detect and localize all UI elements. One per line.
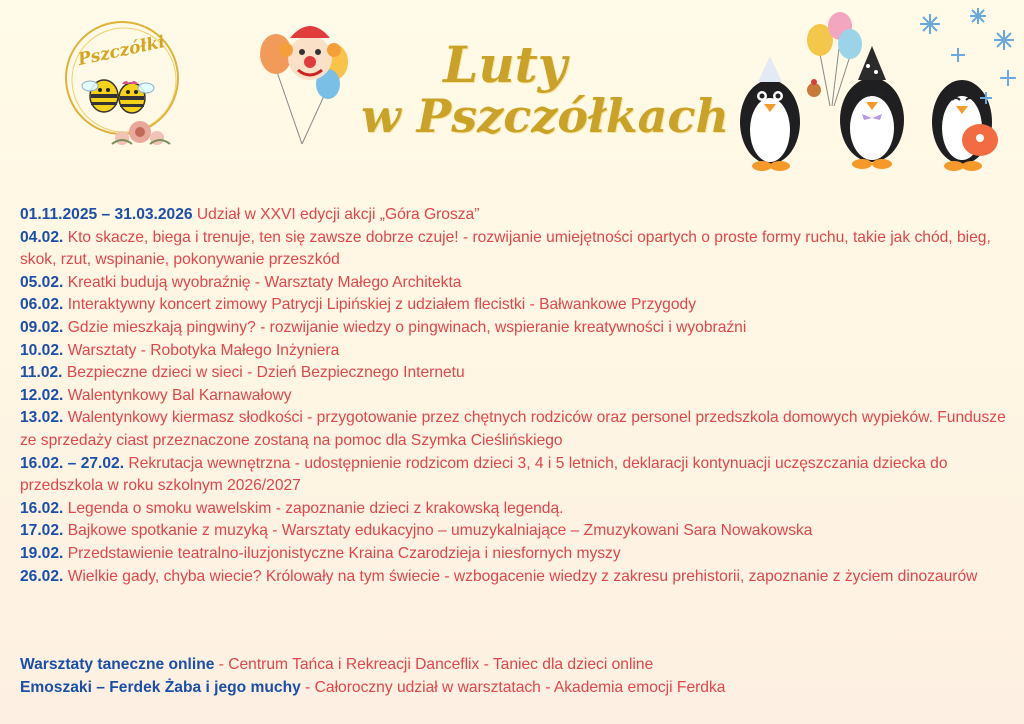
event-item [20, 227, 1010, 272]
event-date: 16.02. – 27.02. [20, 454, 125, 472]
event-description: Udział w XXVI edycji akcji „Góra Grosza” [192, 206, 480, 223]
event-item [20, 294, 1010, 317]
snowflake-icon [920, 8, 1016, 104]
event-description: Wielkie gady, chyba wiecie? Królowały na tym świecie - wzbogacenie wiedzy z zakresu prehistorii, zapoznanie z życiem dinozaurów [63, 567, 978, 585]
event-item [20, 317, 1010, 340]
bee-left-icon [82, 80, 118, 112]
footer-description: - Centrum Tańca i Rekreacji Danceflix - Taniec dla dzieci online [214, 656, 654, 673]
event-description: Rekrutacja wewnętrzna - udostępnienie rodzicom dzieci 3, 4 i 5 letnich, deklaracji kontynuacji uczęszczania dziecka do przedszkola w roku szkolnym 2026/2027 [20, 454, 948, 495]
event-description: Kto skacze, biega i trenuje, ten się zawsze dobrze czuje! - rozwijanie umiejętności opartych o proste formy ruchu, takie jak chód, bieg, skok, rzut, wspinanie, pokonywanie przeszkód [20, 228, 991, 269]
event-date: 06.02. [20, 296, 64, 314]
logo-text: Pszczółki [76, 32, 167, 70]
event-date: 05.02. [20, 273, 64, 291]
footer-label: Emoszaki – Ferdek Żaba i jego muchy [20, 678, 301, 696]
footer-description: - Całoroczny udział w warsztatach - Akademia emocji Ferdka [300, 678, 726, 696]
event-date: 01.11.2025 – 31.03.2026 [20, 206, 193, 223]
event-item [20, 498, 1010, 521]
event-item [20, 385, 1010, 408]
event-description: Legenda o smoku wawelskim - zapoznanie dzieci z krakowską legendą. [63, 499, 564, 517]
event-date: 13.02. [20, 409, 64, 427]
title-line-1: Luty [443, 35, 567, 94]
event-description: Warsztaty - Robotyka Małego Inżyniera [63, 341, 340, 359]
event-date: 10.02. [20, 341, 64, 359]
event-item [20, 340, 1010, 363]
event-item [20, 566, 1010, 589]
events-list [20, 204, 1010, 588]
penguin-middle-icon [840, 46, 904, 169]
event-description: Bajkowe spotkanie z muzyką - Warsztaty edukacyjno – umuzykalniające – Zmuzykowani Sara Nowakowska [63, 522, 813, 540]
event-date: 17.02. [20, 522, 64, 540]
bee-right-icon [119, 81, 154, 113]
event-date: 09.02. [20, 318, 64, 336]
footer-item [20, 677, 1010, 700]
event-description: Walentynkowy Bal Karnawałowy [63, 386, 292, 404]
event-item [20, 272, 1010, 295]
footer-label: Warsztaty taneczne online [20, 656, 215, 673]
event-item [20, 543, 1010, 566]
event-description: Kreatki budują wyobraźnię - Warsztaty Małego Architekta [63, 273, 462, 291]
event-description: Walentynkowy kiermasz słodkości - przygotowanie przez chętnych rodziców oraz personel przedszkola domowych wypieków. Fundusze ze sprzedaży ciast przeznaczone zostaną na pomoc dla Szymka Cieślińskiego [20, 409, 1006, 449]
flower-icon [112, 121, 170, 145]
event-item [20, 520, 1010, 543]
event-description: Bezpieczne dzieci w sieci - Dzień Bezpiecznego Internetu [62, 364, 465, 382]
snowflakes-decoration [908, 0, 1022, 110]
footer-item [20, 654, 1010, 677]
title-line-2: w Pszczółkach [361, 89, 729, 143]
event-date: 26.02. [20, 567, 64, 585]
event-item [20, 204, 1010, 227]
balloon-blue-icon [838, 29, 862, 59]
event-date: 19.02. [20, 544, 64, 562]
event-item [20, 407, 1010, 452]
event-date: 12.02. [20, 386, 64, 404]
event-description: Gdzie mieszkają pingwiny? - rozwijanie wiedzy o pingwinach, wspieranie kreatywności i wyobraźni [63, 318, 747, 336]
logo [62, 14, 190, 154]
event-date: 16.02. [20, 499, 64, 517]
event-date: 04.02. [20, 228, 64, 246]
event-item [20, 362, 1010, 385]
event-item [20, 453, 1010, 498]
event-description: Interaktywny koncert zimowy Patrycji Lipińskiej z udziałem flecistki - Bałwankowe Przygody [63, 296, 696, 314]
event-description: Przedstawienie teatralno-iluzjonistyczne Kraina Czarodzieja i niesfornych myszy [63, 544, 621, 562]
penguin-left-icon [740, 56, 821, 171]
event-date: 11.02. [20, 364, 63, 382]
footer-section [20, 654, 1010, 699]
page-title [290, 35, 760, 143]
